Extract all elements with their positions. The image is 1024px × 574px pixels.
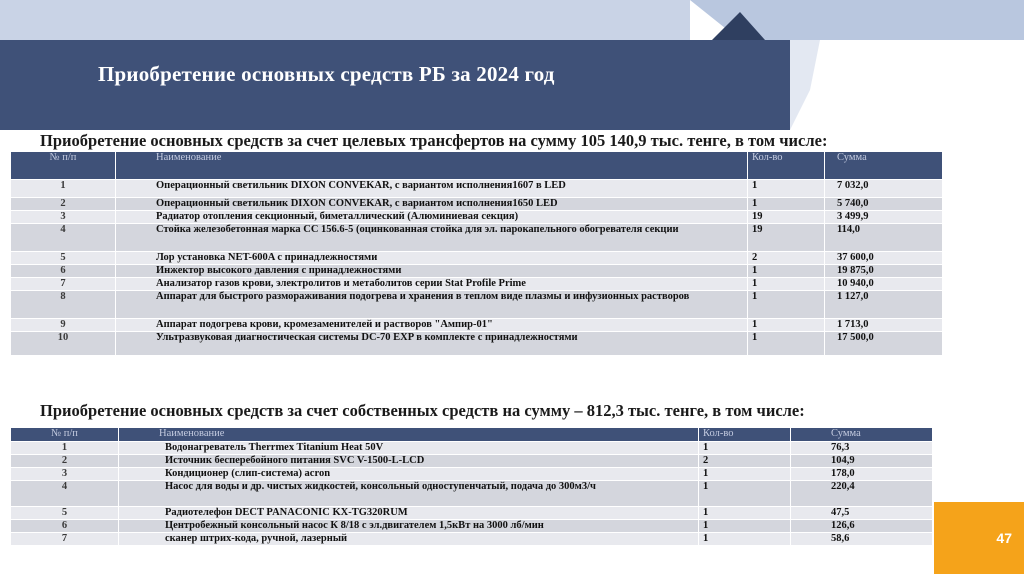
item-name: сканер штрих-кода, ручной, лазерный	[119, 533, 699, 546]
row-number: 4	[11, 224, 116, 252]
item-name: Анализатор газов крови, электролитов и метаболитов серии Stat Profile Prime	[116, 278, 748, 291]
item-name: Операционный светильник DIXON CONVEKAR, с вариантом исполнения1650 LED	[116, 198, 748, 211]
table-row	[11, 533, 933, 546]
row-number: 6	[11, 265, 116, 278]
table-row	[11, 520, 933, 533]
table-row	[11, 278, 943, 291]
row-number: 8	[11, 291, 116, 319]
item-sum: 37 600,0	[825, 252, 943, 265]
item-quantity: 1	[699, 520, 791, 533]
page-title: Приобретение основных средств РБ за 2024 год	[98, 62, 555, 86]
item-sum: 104,9	[791, 455, 933, 468]
item-quantity: 1	[748, 332, 825, 356]
column-header-qty: Кол-во	[699, 428, 791, 442]
item-sum: 220,4	[791, 481, 933, 507]
table-row	[11, 442, 933, 455]
table-row	[11, 211, 943, 224]
section2-heading: Приобретение основных средств за счет собственных средств на сумму – 812,3 тыс. тенге, в том числе:	[40, 401, 805, 420]
item-sum: 1 713,0	[825, 319, 943, 332]
item-quantity: 1	[699, 481, 791, 507]
item-quantity: 19	[748, 211, 825, 224]
item-sum: 10 940,0	[825, 278, 943, 291]
item-name: Ультразвуковая диагностическая системы DC-70 EXP в комплекте с принадлежностями	[116, 332, 748, 356]
table-row	[11, 455, 933, 468]
item-quantity: 1	[748, 291, 825, 319]
row-number: 5	[11, 252, 116, 265]
table-row	[11, 265, 943, 278]
table-row	[11, 224, 943, 252]
section1-heading: Приобретение основных средств за счет целевых трансфертов на сумму 105 140,9 тыс. тенге, в том числе:	[40, 131, 828, 150]
row-number: 1	[11, 442, 119, 455]
column-header-number: № п/п	[11, 428, 119, 442]
item-sum: 126,6	[791, 520, 933, 533]
item-quantity: 1	[748, 278, 825, 291]
row-number: 1	[11, 180, 116, 198]
row-number: 2	[11, 455, 119, 468]
item-name: Операционный светильник DIXON CONVEKAR, с вариантом исполнения1607 в LED	[116, 180, 748, 198]
table-header-row	[11, 428, 933, 442]
table-row	[11, 252, 943, 265]
item-quantity: 1	[699, 468, 791, 481]
row-number: 5	[11, 507, 119, 520]
item-name: Кондиционер (слип-система) acron	[119, 468, 699, 481]
item-name: Радиатор отопления секционный, биметаллический (Алюминиевая секция)	[116, 211, 748, 224]
column-header-sum: Сумма	[825, 152, 943, 180]
table-row	[11, 481, 933, 507]
item-sum: 114,0	[825, 224, 943, 252]
row-number: 3	[11, 211, 116, 224]
item-sum: 47,5	[791, 507, 933, 520]
item-sum: 58,6	[791, 533, 933, 546]
table-row	[11, 198, 943, 211]
row-number: 6	[11, 520, 119, 533]
table-own-funds	[10, 427, 933, 546]
item-sum: 76,3	[791, 442, 933, 455]
item-sum: 19 875,0	[825, 265, 943, 278]
item-quantity: 19	[748, 224, 825, 252]
column-header-qty: Кол-во	[748, 152, 825, 180]
table-row	[11, 319, 943, 332]
table-header-row	[11, 152, 943, 180]
item-sum: 17 500,0	[825, 332, 943, 356]
item-name: Водонагреватель Therrmex Titanium Heat 50V	[119, 442, 699, 455]
item-name: Источник бесперебойного питания SVC V-1500-L-LCD	[119, 455, 699, 468]
item-name: Стойка железобетонная марка СС 156.6-5 (оцинкованная стойка для эл. парокапельного обогревателя секции	[116, 224, 748, 252]
table-row	[11, 468, 933, 481]
table-row	[11, 332, 943, 356]
item-quantity: 1	[699, 507, 791, 520]
column-header-name: Наименование	[119, 428, 699, 442]
item-quantity: 1	[748, 319, 825, 332]
item-name: Аппарат для быстрого размораживания подогрева и хранения в теплом виде плазмы и инфузионных растворов	[116, 291, 748, 319]
item-sum: 7 032,0	[825, 180, 943, 198]
row-number: 7	[11, 278, 116, 291]
item-name: Радиотелефон DECT PANACONIC KX-TG320RUM	[119, 507, 699, 520]
item-quantity: 1	[699, 442, 791, 455]
row-number: 7	[11, 533, 119, 546]
table-row	[11, 180, 943, 198]
item-quantity: 1	[748, 180, 825, 198]
table-row	[11, 507, 933, 520]
column-header-sum: Сумма	[791, 428, 933, 442]
page-number: 47	[996, 530, 1012, 546]
item-name: Центробежный консольный насос К 8/18 с эл.двигателем 1,5кВт на 3000 лб/мин	[119, 520, 699, 533]
row-number: 4	[11, 481, 119, 507]
item-quantity: 1	[748, 198, 825, 211]
table-row	[11, 291, 943, 319]
item-quantity: 1	[699, 533, 791, 546]
table-target-transfers	[10, 151, 943, 356]
page-number-badge	[934, 502, 1024, 574]
column-header-number: № п/п	[11, 152, 116, 180]
row-number: 2	[11, 198, 116, 211]
item-name: Инжектор высокого давления с принадлежностями	[116, 265, 748, 278]
item-sum: 178,0	[791, 468, 933, 481]
row-number: 9	[11, 319, 116, 332]
item-sum: 5 740,0	[825, 198, 943, 211]
item-name: Аппарат подогрева крови, кромезаменителей и растворов "Ампир-01"	[116, 319, 748, 332]
item-name: Насос для воды и др. чистых жидкостей, консольный одноступенчатый, подача до 300м3/ч	[119, 481, 699, 507]
row-number: 3	[11, 468, 119, 481]
item-name: Лор установка NET-600A с принадлежностями	[116, 252, 748, 265]
item-quantity: 2	[699, 455, 791, 468]
column-header-name: Наименование	[116, 152, 748, 180]
item-quantity: 1	[748, 265, 825, 278]
item-sum: 1 127,0	[825, 291, 943, 319]
row-number: 10	[11, 332, 116, 356]
item-sum: 3 499,9	[825, 211, 943, 224]
item-quantity: 2	[748, 252, 825, 265]
